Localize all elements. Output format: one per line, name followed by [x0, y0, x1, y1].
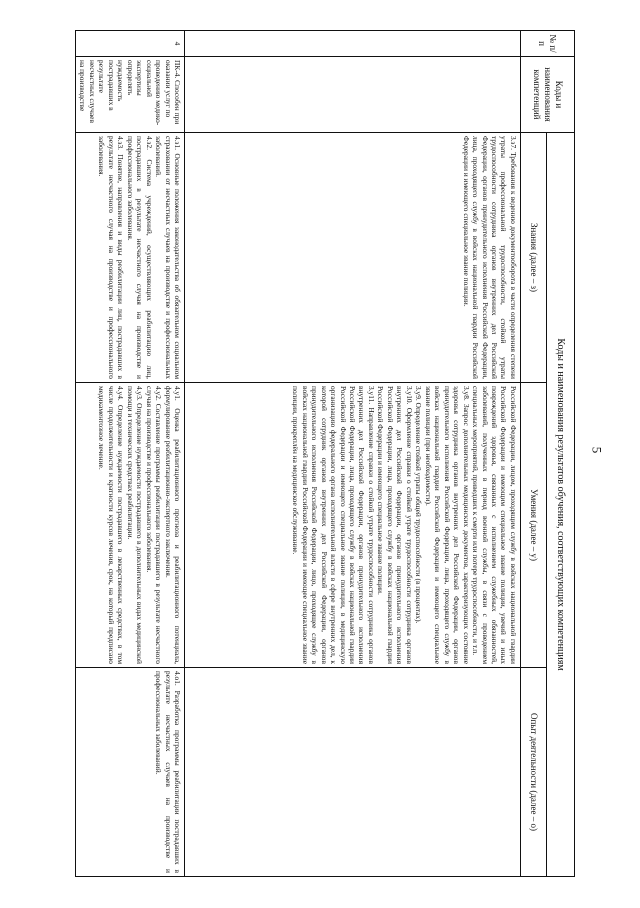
- skill-item: Российской Федерации, лицом, проходящим службу в войсках национальной гвардии Российской Федерации и имеющим специальное звание полиции, увечий и иных повреждений здоровья, связанных с исполнением служебных обязанностей, заболеваний, полученных в период военной службы, в связи с проведением специальных мероприятий, приведших к смерти или потере трудоспособности, и т.п.: [471, 386, 518, 664]
- skill-item: 4.у4. Определение нуждаемости пострадавшего в лекарственных средствах, в том числе продолжительности и кратности курсов лечения, срок, на который предписано медикаментозное лечение.: [97, 386, 126, 664]
- skill-item: 4.у3. Определение нуждаемости пострадавшего в дополнительных видах медицинской помощи и технических средствах реабилитации.: [125, 386, 145, 664]
- header-knowledge: Знания (далее – з): [520, 133, 546, 383]
- competency-sheet: [75, 30, 575, 876]
- row1-num: [185, 31, 521, 57]
- skill-item: 3.у11. Направление справки о стойкой утрате трудоспособности сотрудника органов внутренних дел Российской Федерации, органов принудительного исполнения Российской Федерации, лица, проходящего службу в войсках национальной гвардии Российской Федерации и имеющего специальное звание полиции, в медицинскую организацию федерального органа исполнительной власти в сфере внутренних дел, к которой сотрудник органов внутренних дел Российской Федерации, органов принудительного исполнения Российской Федерации, лицо, проходящее службу в войсках национальной гвардии Российской Федерации и имеющее специальное звание полиции, прикреплён на медицинское обслуживание.: [291, 386, 376, 664]
- header-competencies: Коды и наименования компетенций: [520, 57, 574, 133]
- table-header-row: [547, 31, 575, 877]
- competency-table: [75, 30, 575, 877]
- row1-skills: [185, 383, 521, 668]
- page-number: 5: [589, 446, 605, 454]
- skill-item: 4.у1. Оценка реабилитационного прогноза и реабилитационного потенциала, формулирование реабилитационно-экспертного заключения.: [163, 386, 183, 664]
- row2-skills: [76, 383, 185, 668]
- header-skills: Умения (далее – у): [520, 383, 546, 668]
- row2-num: 4: [76, 31, 185, 57]
- skill-item: 3.у9. Определение стойкой утраты общей трудоспособности (в процентах).: [414, 386, 424, 624]
- row1-experience: [185, 668, 521, 877]
- table-row: [76, 31, 185, 877]
- knowledge-item: 4.з2. Система учреждений, осуществляющих реабилитацию лиц, пострадавших в результате несчастного случая на производстве и профессионального заболевания.: [125, 136, 154, 379]
- header-num: № п/п: [520, 31, 574, 57]
- row1-competency: [185, 57, 521, 133]
- row2-experience: 4.о1. Разработка программы реабилитации пострадавших в результате несчастных случаев на производстве и профессиональных заболеваний.: [76, 668, 185, 877]
- table-row: [185, 31, 521, 877]
- skill-item: 4.у2. Составление программы реабилитации пострадавшего в результате несчастного случая на производстве и профессионального заболевания.: [144, 386, 164, 664]
- knowledge-item: 4.з3. Понятие, направления и виды реабилитации лиц, пострадавших в результате несчастного случая на производстве и профессионального заболевания.: [97, 136, 126, 379]
- header-experience: Опыт деятельности (далее – о): [520, 668, 546, 877]
- row2-knowledge: [76, 133, 185, 383]
- row2-competency: ПК-4. Способен при оказании услуг по проведению медико-социальной экспертизы определять нуждаемость пострадавших в результате несчастных случаев на производстве: [76, 57, 185, 133]
- table-subheader-row: [520, 31, 546, 877]
- row1-knowledge: 3.з7. Требования к ведению документооборота в части определения степени утраты профессиональной трудоспособности, стойкой утраты трудоспособности сотрудника органов внутренних дел Российской Федерации, органов принудительного исполнения Российской Федерации, лица, проходящего службу в войсках национальной гвардии Российской Федерации и имеющего специальное звание полиции.: [185, 133, 521, 383]
- header-results-group: Коды и наименования результатов обучения, соответствующих компетенциям: [547, 133, 575, 877]
- knowledge-item: 4.з1. Основные положения законодательства об обязательном социальном страховании от несчастных случаев на производстве и профессиональных заболеваний.: [154, 136, 183, 379]
- skill-item: 3.у8. Запрос дополнительных медицинских документов, характеризующих состояние здоровья сотрудника органов внутренних дел Российской Федерации, органов принудительного исполнения Российской Федерации, лица, проходящего службу в войсках национальной гвардии Российской Федерации и имеющего специальное звание полиции (при необходимости).: [423, 386, 471, 664]
- skill-item: 3.у10. Оформление справки о стойкой утрате трудоспособности сотрудника органов внутренних дел Российской Федерации, органов принудительного исполнения Российской Федерации, лица, проходящего службу в войсках национальной гвардии Российской Федерации и имеющего специальное звание полиции.: [376, 386, 414, 664]
